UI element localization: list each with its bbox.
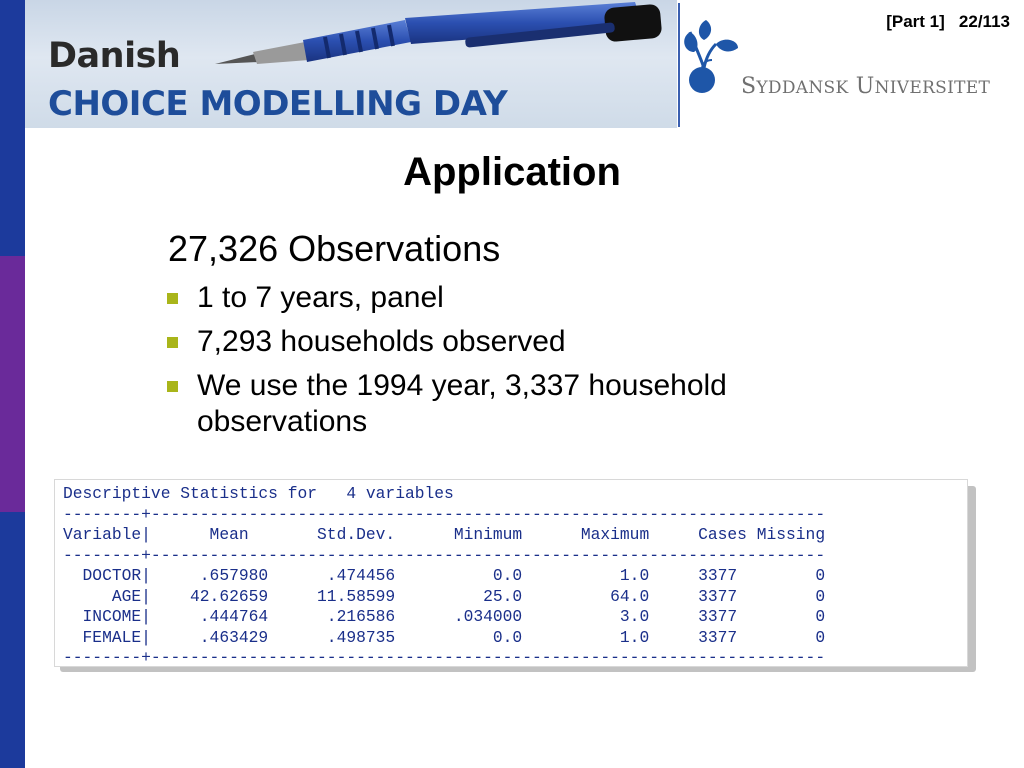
left-stripe-middle [0, 256, 25, 512]
stats-separator: --------+--------------------------------------------------------------------- [63, 545, 826, 565]
university-logo-icon [682, 18, 742, 102]
bullet-text: 7,293 households observed [197, 325, 566, 358]
left-stripe-bottom [0, 512, 25, 768]
bullet-text: We use the 1994 year, 3,337 household observations [197, 369, 727, 438]
stats-separator: --------+--------------------------------------------------------------------- [63, 504, 826, 524]
stats-title: Descriptive Statistics for 4 variables [63, 484, 454, 503]
observations-heading: 27,326 Observations [168, 228, 501, 269]
bullet-text: 1 to 7 years, panel [197, 281, 444, 314]
university-name: SYDDANSK UNIVERSITET [741, 74, 991, 99]
banner-title-choice-modelling-day: CHOICE MODELLING DAY [48, 84, 508, 124]
descriptive-statistics-table [54, 479, 968, 667]
table-row: INCOME| .444764 .216586 .034000 3.0 3377 0 [63, 607, 826, 626]
list-item [166, 280, 866, 316]
bullet-square-icon [167, 337, 178, 348]
list-item [166, 368, 866, 440]
stats-header: Variable| Mean Std.Dev. Minimum Maximum Cases Missing [63, 525, 826, 544]
banner-divider [678, 3, 680, 127]
stats-output [63, 484, 825, 669]
bullet-list [166, 280, 866, 448]
banner-title-danish: Danish [48, 36, 181, 76]
bullet-square-icon [167, 293, 178, 304]
table-row: DOCTOR| .657980 .474456 0.0 1.0 3377 0 [63, 566, 826, 585]
list-item [166, 324, 866, 360]
table-row: FEMALE| .463429 .498735 0.0 1.0 3377 0 [63, 627, 826, 647]
slide-title: Application [403, 150, 621, 194]
table-row: AGE| 42.62659 11.58599 25.0 64.0 3377 0 [63, 586, 826, 606]
pen-icon [215, 0, 675, 70]
left-stripe-top [0, 0, 25, 256]
page-counter: [Part 1] 22/113 [886, 12, 1010, 31]
bullet-square-icon [167, 381, 178, 392]
stats-separator: --------+--------------------------------------------------------------------- [63, 648, 826, 667]
header-banner [25, 0, 677, 128]
